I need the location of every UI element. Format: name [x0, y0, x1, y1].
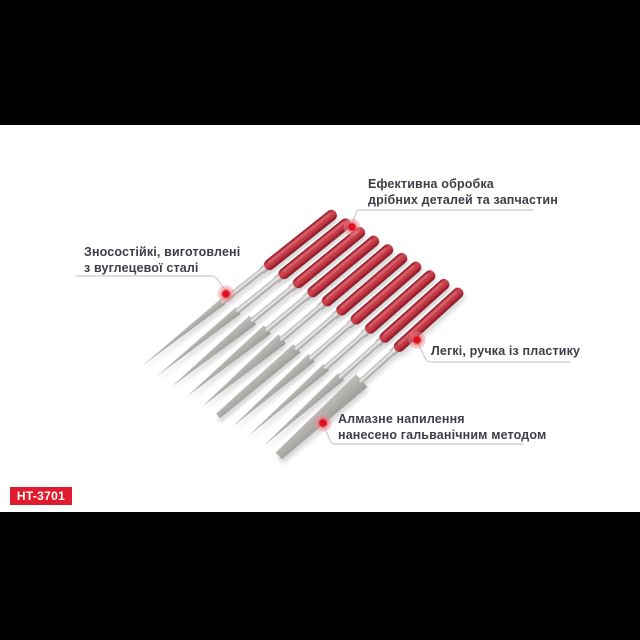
- callout-efficiency-line1: Ефективна обробка: [368, 177, 494, 191]
- file-shaft: [250, 286, 294, 324]
- callout-efficiency: [368, 177, 558, 208]
- callout-handle: [431, 344, 580, 360]
- callout-line-efficiency: [352, 210, 533, 224]
- pointer-dot-coating: [315, 415, 332, 432]
- file-shaft: [308, 322, 352, 361]
- letterbox-bottom: [0, 512, 640, 640]
- callout-coating-line1: Алмазне напилення: [338, 412, 465, 426]
- callout-durability-line2: з вуглецевої сталі: [84, 260, 199, 275]
- file-shaft: [279, 304, 323, 342]
- letterbox-top: [0, 0, 640, 125]
- pointer-dot-handle: [409, 332, 426, 349]
- model-badge-label: HT-3701: [16, 489, 66, 503]
- callout-durability: [84, 245, 240, 276]
- pointer-dot-efficiency: [344, 219, 361, 236]
- file-shaft: [264, 295, 308, 333]
- callout-line-durability: [76, 276, 226, 291]
- callout-handle-text: Легкі, ручка із пластику: [431, 344, 581, 358]
- pointer-dot-durability: [218, 286, 235, 303]
- file-shaft: [294, 313, 338, 352]
- callout-efficiency-line2: дрібних деталей та запчастин: [368, 192, 558, 207]
- file-shaft: [235, 277, 280, 314]
- file-shaft: [323, 331, 366, 370]
- callout-coating-line2: нанесено гальванічним методом: [338, 427, 547, 442]
- file-shaft: [338, 341, 381, 380]
- callout-durability-line1: Зносостійкі, виготовлені: [84, 245, 241, 259]
- callout-coating: [338, 412, 546, 443]
- model-badge: [10, 487, 72, 505]
